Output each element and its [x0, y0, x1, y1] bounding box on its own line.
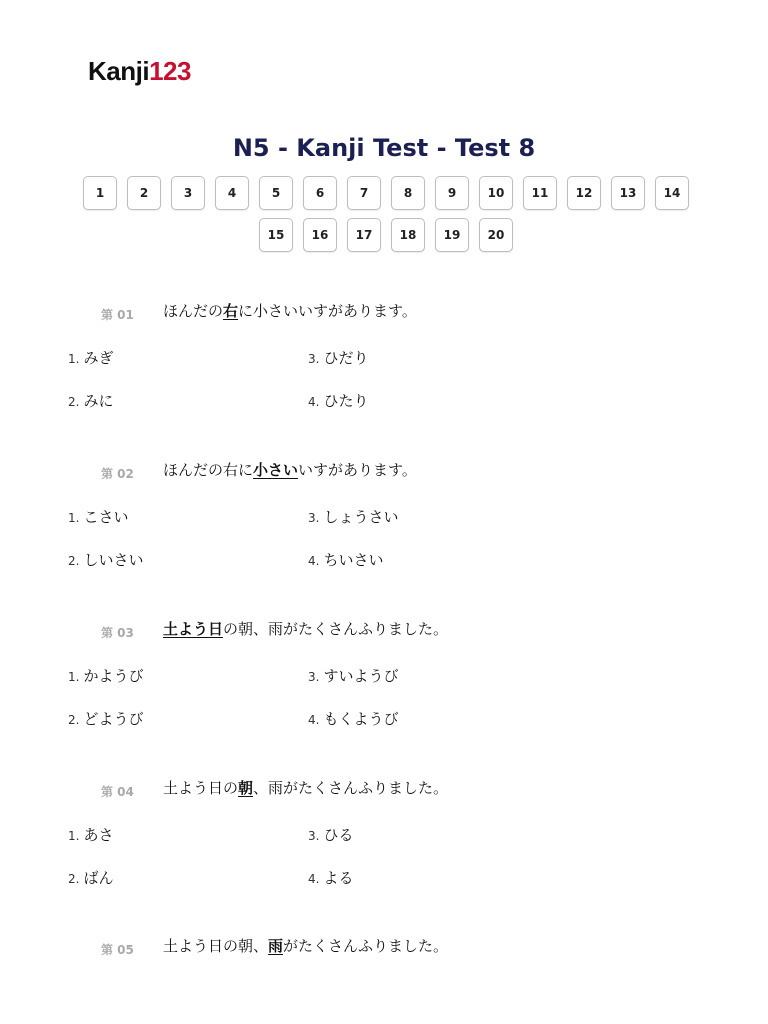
question-target-word: 雨 — [268, 937, 284, 955]
option-text: もくようび — [323, 710, 399, 728]
page-button-14[interactable]: 14 — [655, 176, 689, 210]
option-number: 2. — [68, 713, 80, 727]
question-target-word: 朝 — [238, 779, 254, 797]
question-text-post: いすがあります。 — [298, 461, 417, 479]
question-target-word: 小さい — [253, 461, 299, 479]
answer-option-4[interactable] — [308, 708, 398, 729]
option-number: 2. — [68, 554, 80, 568]
option-text: あさ — [83, 826, 114, 844]
option-text: ばん — [83, 869, 114, 887]
option-text: ひたり — [323, 392, 369, 410]
page-button-15[interactable]: 15 — [259, 218, 293, 252]
option-number: 4. — [308, 872, 320, 886]
answer-option-2[interactable] — [68, 867, 113, 888]
option-number: 4. — [308, 713, 320, 727]
option-text: みぎ — [83, 349, 114, 367]
question-text-pre: 土よう日の朝、 — [163, 937, 269, 955]
option-number: 4. — [308, 395, 320, 409]
answer-option-4[interactable] — [308, 867, 353, 888]
page-button-7[interactable]: 7 — [347, 176, 381, 210]
question-text-pre: ほんだの右に — [163, 461, 254, 479]
page-button-6[interactable]: 6 — [303, 176, 337, 210]
question-text-post: の朝、雨がたくさんふりました。 — [223, 620, 449, 638]
page-button-20[interactable]: 20 — [479, 218, 513, 252]
question-text — [163, 777, 448, 798]
option-text: みに — [83, 392, 114, 410]
page-button-11[interactable]: 11 — [523, 176, 557, 210]
answer-option-3[interactable] — [308, 824, 353, 845]
question-target-word: 土よう日 — [163, 620, 224, 638]
question-text — [163, 459, 417, 480]
option-number: 1. — [68, 670, 80, 684]
option-number: 1. — [68, 352, 80, 366]
option-text: ちいさい — [323, 551, 384, 569]
question-text — [163, 300, 417, 321]
option-text: こさい — [83, 508, 129, 526]
page-button-2[interactable]: 2 — [127, 176, 161, 210]
option-number: 1. — [68, 829, 80, 843]
option-text: ひだり — [323, 349, 369, 367]
answer-option-2[interactable] — [68, 549, 143, 570]
page-button-10[interactable]: 10 — [479, 176, 513, 210]
answer-option-3[interactable] — [308, 347, 368, 368]
option-number: 3. — [308, 352, 320, 366]
page-button-5[interactable]: 5 — [259, 176, 293, 210]
answer-option-3[interactable] — [308, 506, 398, 527]
option-number: 4. — [308, 554, 320, 568]
question-target-word: 右 — [223, 302, 239, 320]
page-button-19[interactable]: 19 — [435, 218, 469, 252]
question-number: 第 01 — [101, 308, 134, 322]
option-text: どようび — [83, 710, 144, 728]
page-button-4[interactable]: 4 — [215, 176, 249, 210]
page-button-17[interactable]: 17 — [347, 218, 381, 252]
option-text: よる — [323, 869, 354, 887]
option-number: 3. — [308, 511, 320, 525]
page-button-9[interactable]: 9 — [435, 176, 469, 210]
question-text-post: 、雨がたくさんふりました。 — [253, 779, 449, 797]
option-text: しいさい — [83, 551, 144, 569]
logo-accent: 123 — [149, 56, 191, 86]
site-logo[interactable] — [88, 56, 191, 87]
question-text — [163, 618, 448, 639]
question-text-pre: ほんだの — [163, 302, 224, 320]
question-number: 第 03 — [101, 626, 134, 640]
question-number: 第 02 — [101, 467, 134, 481]
question-text-pre: 土よう日の — [163, 779, 239, 797]
logo-text: Kanji — [88, 56, 150, 86]
option-number: 2. — [68, 872, 80, 886]
answer-option-4[interactable] — [308, 549, 383, 570]
answer-option-3[interactable] — [308, 665, 398, 686]
option-text: ひる — [323, 826, 354, 844]
option-number: 2. — [68, 395, 80, 409]
option-text: しょうさい — [323, 508, 399, 526]
test-pager — [66, 176, 706, 252]
page-button-3[interactable]: 3 — [171, 176, 205, 210]
option-number: 3. — [308, 829, 320, 843]
answer-option-2[interactable] — [68, 390, 113, 411]
answer-option-4[interactable] — [308, 390, 368, 411]
question-text-post: がたくさんふりました。 — [283, 937, 449, 955]
option-number: 3. — [308, 670, 320, 684]
question-text-post: に小さいいすがあります。 — [238, 302, 417, 320]
answer-option-1[interactable] — [68, 347, 113, 368]
page-button-12[interactable]: 12 — [567, 176, 601, 210]
option-number: 1. — [68, 511, 80, 525]
answer-option-1[interactable] — [68, 506, 128, 527]
question-number: 第 05 — [101, 943, 134, 957]
option-text: かようび — [83, 667, 144, 685]
page-button-18[interactable]: 18 — [391, 218, 425, 252]
option-text: すいようび — [323, 667, 399, 685]
question-number: 第 04 — [101, 785, 134, 799]
page-button-8[interactable]: 8 — [391, 176, 425, 210]
page-title: N5 - Kanji Test - Test 8 — [232, 134, 536, 162]
answer-option-1[interactable] — [68, 824, 113, 845]
answer-option-1[interactable] — [68, 665, 143, 686]
page-button-1[interactable]: 1 — [83, 176, 117, 210]
answer-option-2[interactable] — [68, 708, 143, 729]
question-text — [163, 935, 448, 956]
page-button-16[interactable]: 16 — [303, 218, 337, 252]
page-button-13[interactable]: 13 — [611, 176, 645, 210]
